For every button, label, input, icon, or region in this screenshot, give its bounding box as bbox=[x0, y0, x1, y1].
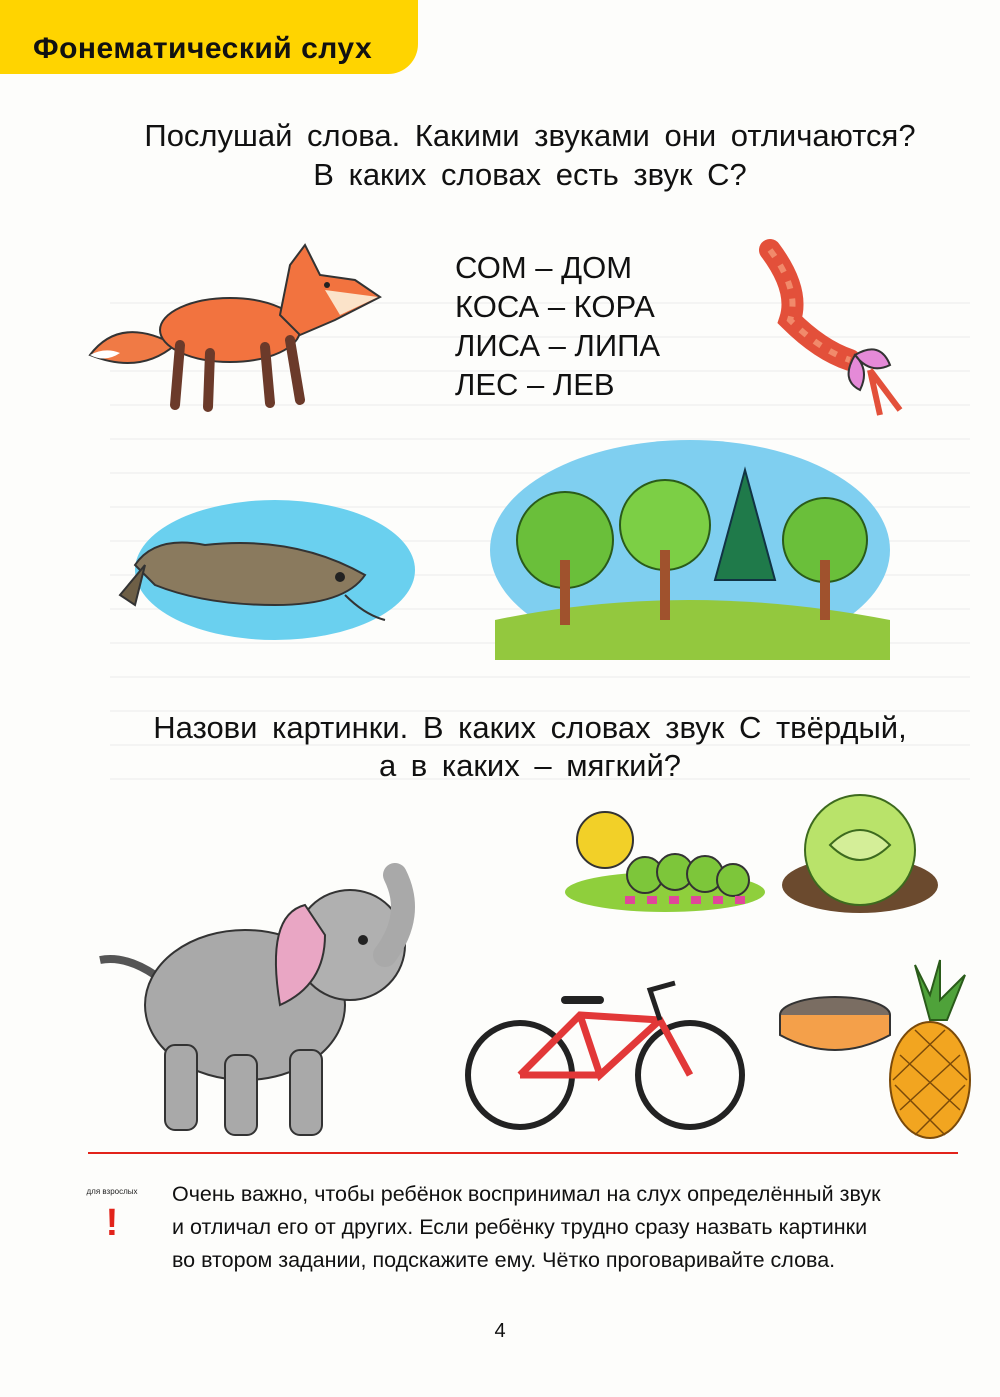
divider-line bbox=[88, 1152, 958, 1154]
note-line: Очень важно, чтобы ребёнок воспринимал на слух определённый звук bbox=[172, 1182, 881, 1206]
fox-illustration bbox=[80, 235, 400, 425]
word-pairs bbox=[455, 248, 660, 404]
note-line: и отличал его от других. Если ребёнку трудно сразу назвать картинки bbox=[172, 1215, 868, 1239]
elephant-illustration bbox=[95, 855, 425, 1140]
sieve-illustration bbox=[775, 990, 895, 1060]
forest-illustration bbox=[485, 430, 895, 660]
page-number: 4 bbox=[494, 1320, 506, 1342]
svg-text:!: ! bbox=[105, 1202, 119, 1244]
section-title: Фонематический слух bbox=[33, 32, 373, 65]
task1-line1: Послушай слова. Какими звуками они отличаются? bbox=[144, 118, 916, 153]
task2-line2: а в каких – мягкий? bbox=[378, 748, 682, 783]
word-pair: КОСА – КОРА bbox=[455, 289, 655, 324]
braid-illustration bbox=[760, 240, 920, 420]
word-pair: СОМ – ДОМ bbox=[455, 250, 633, 285]
word-pair: ЛИСА – ЛИПА bbox=[455, 328, 661, 363]
note-line: во втором задании, подскажите ему. Чётко проговаривайте слова. bbox=[172, 1248, 836, 1272]
catfish-illustration bbox=[115, 495, 415, 645]
caterpillar-illustration bbox=[555, 800, 770, 915]
task1-line2: В каких словах есть звук С? bbox=[313, 157, 747, 192]
bicycle-illustration bbox=[460, 975, 750, 1135]
svg-text:для взрослых: для взрослых bbox=[86, 1187, 138, 1196]
cabbage-illustration bbox=[780, 785, 940, 915]
word-pair: ЛЕС – ЛЕВ bbox=[455, 367, 615, 402]
task2-line1: Назови картинки. В каких словах звук С твёрдый, bbox=[153, 710, 907, 745]
parent-note bbox=[172, 1178, 972, 1277]
pineapple-illustration bbox=[885, 960, 975, 1145]
for-adults-icon bbox=[86, 1180, 138, 1246]
